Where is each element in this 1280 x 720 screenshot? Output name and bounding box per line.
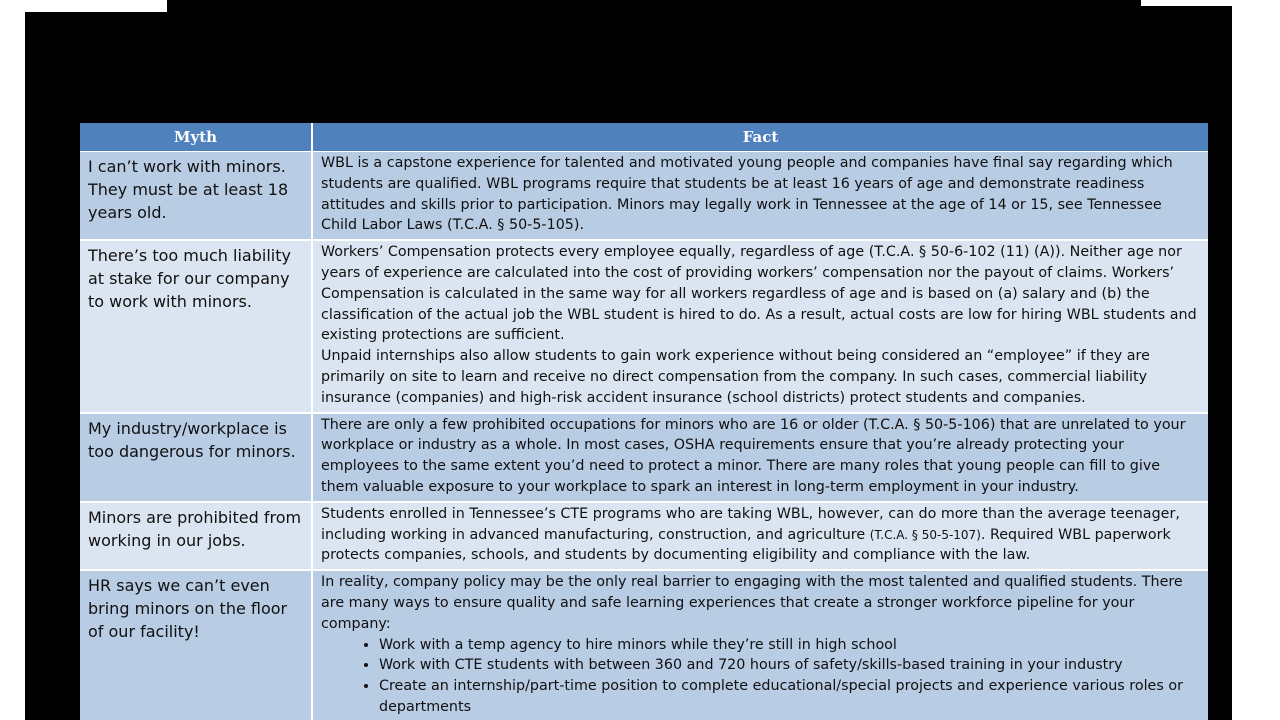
table-row (80, 240, 1208, 412)
header-fact: Fact (312, 123, 1208, 152)
table-header-row (80, 123, 1208, 152)
table-row (80, 413, 1208, 502)
fact-paragraph: Workers’ Compensation protects every employee equally, regardless of age (T.C.A. § 50-6-102 (11) (A)). Neither age nor years of experience are calculated into the cost of providing workers’ compensation nor the payout of claims. Workers’ Compensation is calculated in the same way for all workers regardless of age and is based on (a) salary and (b) the classification of the actual job the WBL student is hired to do. As a result, actual costs are low for hiring WBL students and existing protections are sufficient. (321, 244, 1197, 344)
fact-citation: (T.C.A. § 50-5-107) (869, 527, 981, 542)
fact-cell (312, 502, 1208, 570)
fact-cell: WBL is a capstone experience for talented and motivated young people and companies have final say regarding which students are qualified. WBL programs require that students be at least 16 years of age and demonstrate readiness attitudes and skills prior to participation. Minors may legally work in Tennessee at the age of 14 or 15, see Tennessee Child Labor Laws (T.C.A. § 50-5-105). (312, 152, 1208, 241)
table-row (80, 570, 1208, 720)
fact-cell (312, 570, 1208, 720)
table-row (80, 502, 1208, 570)
fact-paragraph: Unpaid internships also allow students to gain work experience without being considered an “employee” if they are primarily on site to learn and receive no direct compensation from the company. In such cases, commercial liability insurance (companies) and high-risk accident insurance (school districts) protect students and companies. (321, 348, 1150, 406)
myth-fact-table (80, 123, 1208, 720)
logo-right (1141, 0, 1232, 6)
fact-bullet-list (321, 635, 1200, 718)
header-myth: Myth (80, 123, 312, 152)
myth-cell: I can’t work with minors. They must be at least 18 years old. (80, 152, 312, 241)
myth-cell: HR says we can’t even bring minors on the floor of our facility! (80, 570, 312, 720)
myth-cell: My industry/workplace is too dangerous for minors. (80, 413, 312, 502)
fact-cell (312, 240, 1208, 412)
logo-left (25, 0, 167, 12)
fact-paragraph: In reality, company policy may be the only real barrier to engaging with the most talented and qualified students. There are many ways to ensure quality and safe learning experiences that create a stronger workforce pipeline for your company: (321, 574, 1183, 632)
list-item: • Work with CTE students with between 360 and 720 hours of safety/skills-based training in your industry (379, 655, 1200, 676)
myth-cell: There’s too much liability at stake for our company to work with minors. (80, 240, 312, 412)
table-row (80, 152, 1208, 241)
fact-text: . Required WBL paperwork protects companies, schools, and students by documenting eligibility and compliance with the law. (321, 526, 1171, 564)
fact-cell: There are only a few prohibited occupations for minors who are 16 or older (T.C.A. § 50-5-106) that are unrelated to your workplace or industry as a whole. In most cases, OSHA requirements ensure that you’re already protecting your employees to the same extent you’d need to protect a minor. There are many roles that young people can fill to give them valuable exposure to your workplace to spark an interest in long-term employment in your industry. (312, 413, 1208, 502)
myth-cell: Minors are prohibited from working in our jobs. (80, 502, 312, 570)
list-item: • Work with a temp agency to hire minors while they’re still in high school (379, 635, 1200, 656)
list-item: • Create an internship/part-time position to complete educational/special projects and experience various roles or departments (379, 676, 1200, 718)
fact-text: Students enrolled in Tennessee’s CTE programs who are taking WBL, however, can do more than the average teenager, including working in advanced manufacturing, construction, and agriculture (321, 505, 1180, 543)
